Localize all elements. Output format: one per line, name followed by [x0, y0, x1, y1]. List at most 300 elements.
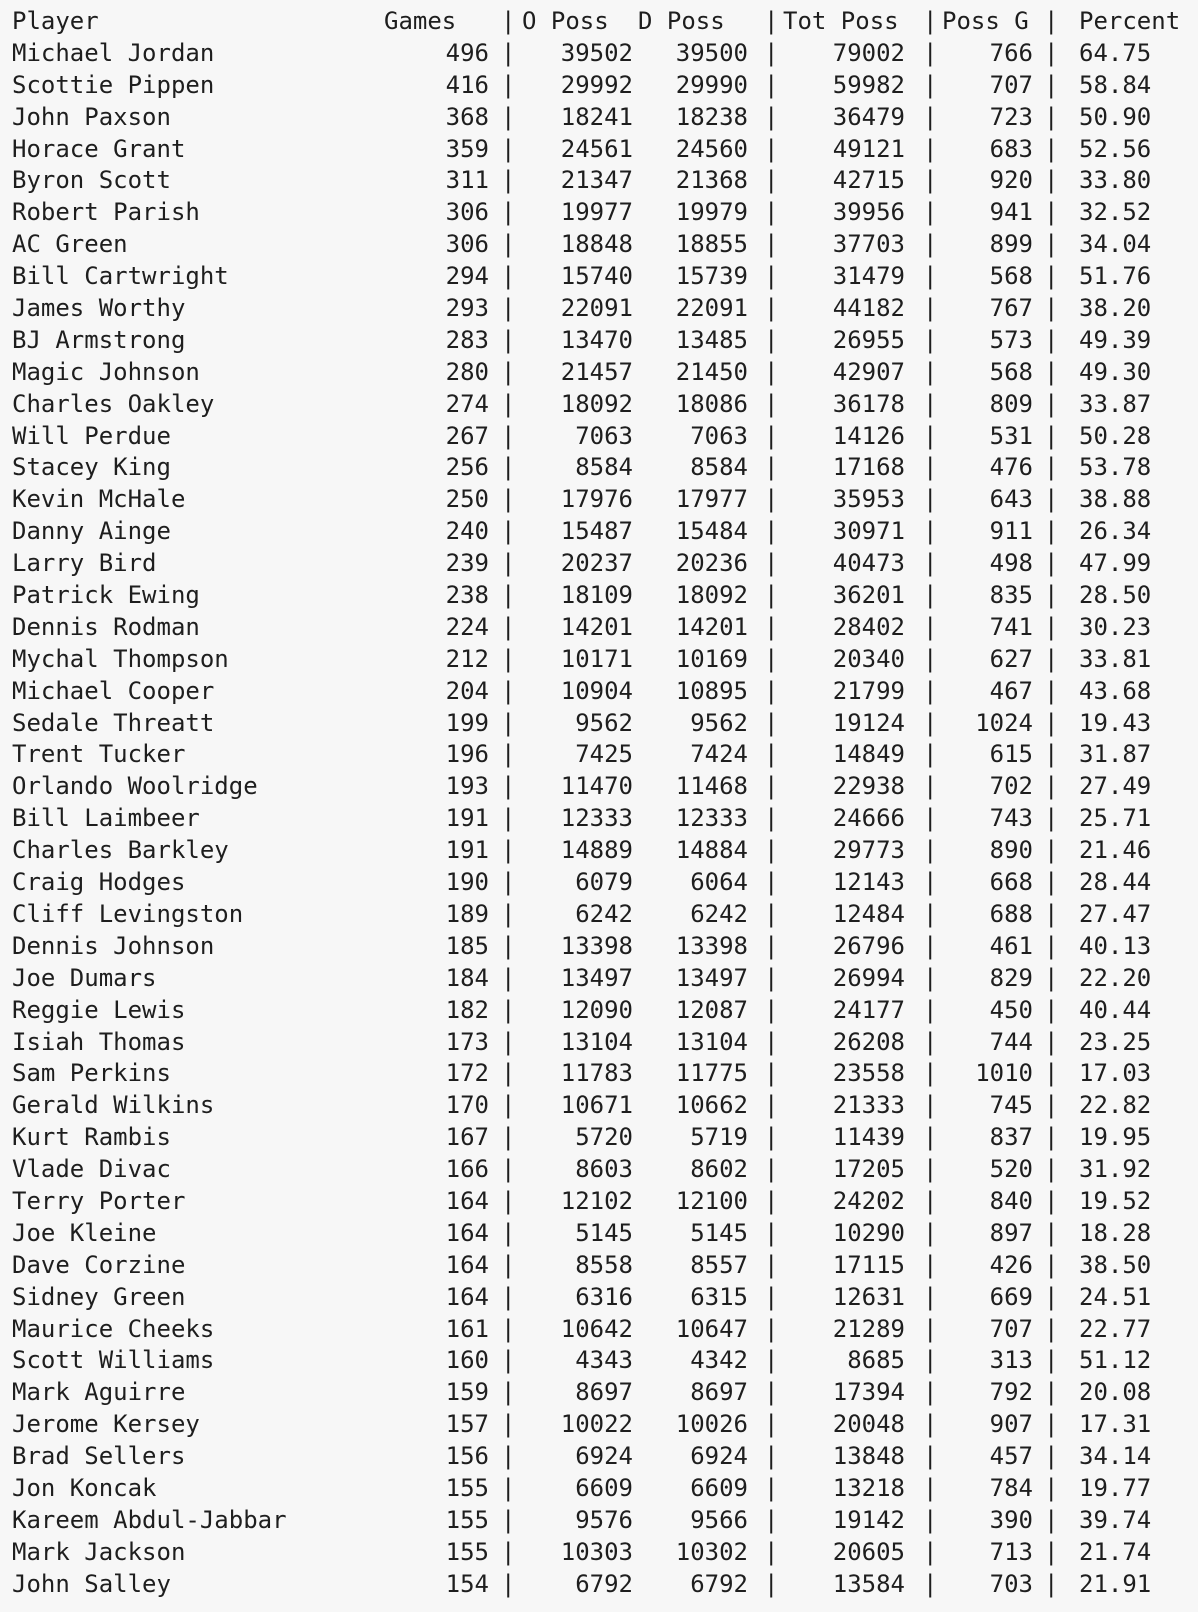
column-separator: | — [764, 294, 779, 323]
table-row — [12, 1409, 1152, 1441]
column-separator: | — [1044, 7, 1059, 35]
column-separator: | — [764, 325, 779, 354]
column-separator: | — [923, 1186, 938, 1215]
cell-games: 189 — [445, 899, 489, 928]
cell-player: Mark Jackson — [12, 1537, 186, 1566]
cell-percent: 31.87 — [1079, 740, 1152, 769]
cell-poss-g: 520 — [989, 1155, 1033, 1184]
header-o-poss: O Poss — [522, 7, 609, 35]
cell-percent: 40.44 — [1079, 995, 1152, 1024]
cell-poss-g: 688 — [989, 899, 1033, 928]
column-separator: | — [923, 262, 938, 291]
table-row — [12, 995, 1152, 1027]
column-separator: | — [1044, 1123, 1059, 1152]
column-separator: | — [923, 931, 938, 960]
column-separator: | — [501, 294, 516, 323]
column-separator: | — [923, 1282, 938, 1311]
column-separator: | — [764, 963, 779, 992]
column-separator: | — [1044, 1091, 1059, 1120]
table-row — [12, 963, 1152, 995]
column-separator: | — [923, 612, 938, 641]
column-separator: | — [501, 1218, 516, 1247]
table-row — [12, 197, 1152, 229]
column-separator: | — [501, 931, 516, 960]
column-separator: | — [764, 1155, 779, 1184]
column-separator: | — [1044, 1569, 1059, 1598]
column-separator: | — [1044, 198, 1059, 227]
cell-d-poss: 8697 — [690, 1378, 748, 1407]
cell-player: Gerald Wilkins — [12, 1091, 215, 1120]
cell-percent: 28.50 — [1079, 581, 1152, 610]
column-separator: | — [1044, 38, 1059, 67]
cell-poss-g: 741 — [989, 612, 1033, 641]
column-separator: | — [501, 1346, 516, 1375]
cell-player: BJ Armstrong — [12, 325, 186, 354]
cell-o-poss: 4343 — [575, 1346, 633, 1375]
column-separator: | — [923, 804, 938, 833]
cell-d-poss: 22091 — [675, 294, 748, 323]
column-separator: | — [764, 102, 779, 131]
column-separator: | — [764, 198, 779, 227]
column-separator: | — [764, 1282, 779, 1311]
cell-d-poss: 13104 — [675, 1027, 748, 1056]
column-separator: | — [501, 963, 516, 992]
cell-tot-poss: 14849 — [832, 740, 905, 769]
cell-tot-poss: 24177 — [832, 995, 905, 1024]
cell-player: Danny Ainge — [12, 517, 171, 546]
cell-o-poss: 10671 — [560, 1091, 633, 1120]
cell-player: John Paxson — [12, 102, 171, 131]
cell-d-poss: 13497 — [675, 963, 748, 992]
table-row — [12, 1282, 1152, 1314]
cell-poss-g: 744 — [989, 1027, 1033, 1056]
table-row — [12, 1537, 1152, 1569]
cell-d-poss: 29990 — [675, 70, 748, 99]
cell-tot-poss: 13848 — [832, 1442, 905, 1471]
column-separator: | — [1044, 517, 1059, 546]
cell-percent: 27.47 — [1079, 899, 1152, 928]
cell-d-poss: 14884 — [675, 836, 748, 865]
cell-poss-g: 461 — [989, 931, 1033, 960]
cell-percent: 26.34 — [1079, 517, 1152, 546]
header-games: Games — [384, 7, 457, 35]
cell-d-poss: 14201 — [675, 612, 748, 641]
column-separator: | — [1044, 931, 1059, 960]
cell-d-poss: 15739 — [675, 262, 748, 291]
cell-player: James Worthy — [12, 294, 186, 323]
column-separator: | — [501, 134, 516, 163]
table-row — [12, 1090, 1152, 1122]
cell-games: 212 — [445, 644, 489, 673]
cell-d-poss: 4342 — [690, 1346, 748, 1375]
cell-games: 311 — [445, 166, 489, 195]
column-separator: | — [923, 421, 938, 450]
cell-poss-g: 792 — [989, 1378, 1033, 1407]
cell-percent: 20.08 — [1079, 1378, 1152, 1407]
column-separator: | — [764, 357, 779, 386]
cell-d-poss: 12333 — [675, 804, 748, 833]
cell-d-poss: 11775 — [675, 1059, 748, 1088]
cell-d-poss: 18855 — [675, 230, 748, 259]
cell-o-poss: 10022 — [560, 1410, 633, 1439]
cell-tot-poss: 29773 — [832, 836, 905, 865]
cell-o-poss: 6924 — [575, 1442, 633, 1471]
cell-player: Michael Jordan — [12, 38, 215, 67]
header-player: Player — [12, 7, 99, 35]
column-separator: | — [923, 102, 938, 131]
column-separator: | — [501, 1569, 516, 1598]
column-separator: | — [1044, 1250, 1059, 1279]
column-separator: | — [501, 1250, 516, 1279]
column-separator: | — [923, 1218, 938, 1247]
cell-o-poss: 8584 — [575, 453, 633, 482]
cell-o-poss: 13398 — [560, 931, 633, 960]
column-separator: | — [501, 166, 516, 195]
cell-games: 240 — [445, 517, 489, 546]
cell-d-poss: 10647 — [675, 1314, 748, 1343]
cell-games: 416 — [445, 70, 489, 99]
cell-player: Larry Bird — [12, 549, 157, 578]
cell-o-poss: 18848 — [560, 230, 633, 259]
cell-percent: 32.52 — [1079, 198, 1152, 227]
table-row — [12, 165, 1152, 197]
cell-percent: 58.84 — [1079, 70, 1152, 99]
cell-o-poss: 29992 — [560, 70, 633, 99]
cell-games: 164 — [445, 1250, 489, 1279]
cell-percent: 22.82 — [1079, 1091, 1152, 1120]
table-row — [12, 261, 1152, 293]
cell-percent: 25.71 — [1079, 804, 1152, 833]
cell-tot-poss: 36479 — [832, 102, 905, 131]
column-separator: | — [501, 581, 516, 610]
column-separator: | — [923, 676, 938, 705]
column-separator: | — [1044, 1346, 1059, 1375]
column-separator: | — [501, 1027, 516, 1056]
column-separator: | — [1044, 708, 1059, 737]
column-separator: | — [923, 1346, 938, 1375]
cell-tot-poss: 35953 — [832, 485, 905, 514]
column-separator: | — [764, 1059, 779, 1088]
cell-percent: 43.68 — [1079, 676, 1152, 705]
column-separator: | — [764, 38, 779, 67]
column-separator: | — [764, 1378, 779, 1407]
column-separator: | — [1044, 70, 1059, 99]
column-separator: | — [1044, 1059, 1059, 1088]
column-separator: | — [1044, 1218, 1059, 1247]
cell-tot-poss: 31479 — [832, 262, 905, 291]
column-separator: | — [923, 963, 938, 992]
cell-tot-poss: 21799 — [832, 676, 905, 705]
table-row — [12, 1345, 1152, 1377]
cell-tot-poss: 23558 — [832, 1059, 905, 1088]
cell-percent: 21.74 — [1079, 1537, 1152, 1566]
cell-player: Byron Scott — [12, 166, 171, 195]
cell-d-poss: 12087 — [675, 995, 748, 1024]
cell-poss-g: 767 — [989, 294, 1033, 323]
table-row — [12, 1154, 1152, 1186]
cell-tot-poss: 30971 — [832, 517, 905, 546]
cell-games: 280 — [445, 357, 489, 386]
cell-poss-g: 457 — [989, 1442, 1033, 1471]
column-separator: | — [501, 1186, 516, 1215]
cell-tot-poss: 17205 — [832, 1155, 905, 1184]
column-separator: | — [1044, 1155, 1059, 1184]
column-separator: | — [923, 389, 938, 418]
column-separator: | — [764, 676, 779, 705]
column-separator: | — [501, 357, 516, 386]
table-row — [12, 931, 1152, 963]
cell-player: Dave Corzine — [12, 1250, 186, 1279]
cell-d-poss: 6924 — [690, 1442, 748, 1471]
column-separator: | — [501, 517, 516, 546]
table-row — [12, 1186, 1152, 1218]
column-separator: | — [1044, 740, 1059, 769]
column-separator: | — [764, 549, 779, 578]
table-row — [12, 325, 1152, 357]
cell-games: 267 — [445, 421, 489, 450]
table-row — [12, 357, 1152, 389]
cell-tot-poss: 19142 — [832, 1505, 905, 1534]
cell-tot-poss: 26994 — [832, 963, 905, 992]
cell-tot-poss: 49121 — [832, 134, 905, 163]
cell-poss-g: 840 — [989, 1186, 1033, 1215]
column-separator: | — [923, 517, 938, 546]
column-separator: | — [764, 1410, 779, 1439]
cell-o-poss: 21347 — [560, 166, 633, 195]
cell-games: 359 — [445, 134, 489, 163]
column-separator: | — [923, 1091, 938, 1120]
column-separator: | — [764, 931, 779, 960]
table-row — [12, 421, 1152, 453]
column-separator: | — [501, 549, 516, 578]
cell-tot-poss: 8685 — [847, 1346, 905, 1375]
column-separator: | — [764, 1186, 779, 1215]
cell-percent: 39.74 — [1079, 1505, 1152, 1534]
table-row — [12, 771, 1152, 803]
table-row — [12, 134, 1152, 166]
cell-player: Craig Hodges — [12, 868, 186, 897]
cell-poss-g: 669 — [989, 1282, 1033, 1311]
cell-tot-poss: 20340 — [832, 644, 905, 673]
cell-d-poss: 13398 — [675, 931, 748, 960]
cell-games: 256 — [445, 453, 489, 482]
cell-poss-g: 941 — [989, 198, 1033, 227]
cell-tot-poss: 39956 — [832, 198, 905, 227]
cell-games: 182 — [445, 995, 489, 1024]
table-row — [12, 1027, 1152, 1059]
cell-o-poss: 5145 — [575, 1218, 633, 1247]
column-separator: | — [923, 1505, 938, 1534]
cell-percent: 53.78 — [1079, 453, 1152, 482]
column-separator: | — [764, 708, 779, 737]
table-row — [12, 1250, 1152, 1282]
column-separator: | — [1044, 963, 1059, 992]
cell-poss-g: 784 — [989, 1473, 1033, 1502]
cell-d-poss: 9562 — [690, 708, 748, 737]
column-separator: | — [1044, 1186, 1059, 1215]
column-separator: | — [923, 899, 938, 928]
column-separator: | — [764, 1091, 779, 1120]
cell-percent: 64.75 — [1079, 38, 1152, 67]
cell-games: 306 — [445, 230, 489, 259]
cell-percent: 47.99 — [1079, 549, 1152, 578]
cell-percent: 51.12 — [1079, 1346, 1152, 1375]
table-row — [12, 708, 1152, 740]
cell-tot-poss: 26796 — [832, 931, 905, 960]
cell-tot-poss: 24666 — [832, 804, 905, 833]
cell-d-poss: 7063 — [690, 421, 748, 450]
column-separator: | — [764, 70, 779, 99]
column-separator: | — [1044, 868, 1059, 897]
cell-percent: 40.13 — [1079, 931, 1152, 960]
cell-tot-poss: 26955 — [832, 325, 905, 354]
cell-tot-poss: 44182 — [832, 294, 905, 323]
cell-player: Scott Williams — [12, 1346, 215, 1375]
table-row — [12, 1314, 1152, 1346]
cell-poss-g: 450 — [989, 995, 1033, 1024]
column-separator: | — [1044, 1314, 1059, 1343]
cell-d-poss: 39500 — [675, 38, 748, 67]
cell-player: Mychal Thompson — [12, 644, 229, 673]
cell-d-poss: 8557 — [690, 1250, 748, 1279]
cell-percent: 22.77 — [1079, 1314, 1152, 1343]
cell-player: Reggie Lewis — [12, 995, 186, 1024]
column-separator: | — [923, 1378, 938, 1407]
column-separator: | — [1044, 676, 1059, 705]
header-d-poss: D Poss — [638, 7, 725, 35]
cell-percent: 51.76 — [1079, 262, 1152, 291]
column-separator: | — [923, 166, 938, 195]
column-separator: | — [1044, 485, 1059, 514]
cell-player: Kevin McHale — [12, 485, 186, 514]
column-separator: | — [1044, 453, 1059, 482]
table-row — [12, 867, 1152, 899]
cell-games: 159 — [445, 1378, 489, 1407]
column-separator: | — [501, 836, 516, 865]
cell-games: 170 — [445, 1091, 489, 1120]
cell-o-poss: 11783 — [560, 1059, 633, 1088]
cell-percent: 19.77 — [1079, 1473, 1152, 1502]
column-separator: | — [501, 995, 516, 1024]
cell-games: 368 — [445, 102, 489, 131]
column-separator: | — [764, 1027, 779, 1056]
cell-player: Kurt Rambis — [12, 1123, 171, 1152]
cell-poss-g: 897 — [989, 1218, 1033, 1247]
column-separator: | — [501, 868, 516, 897]
column-separator: | — [501, 230, 516, 259]
column-separator: | — [923, 1123, 938, 1152]
column-separator: | — [923, 1155, 938, 1184]
column-separator: | — [501, 453, 516, 482]
column-separator: | — [923, 772, 938, 801]
column-separator: | — [764, 517, 779, 546]
cell-d-poss: 6609 — [690, 1473, 748, 1502]
column-separator: | — [923, 198, 938, 227]
cell-o-poss: 9562 — [575, 708, 633, 737]
cell-tot-poss: 40473 — [832, 549, 905, 578]
cell-o-poss: 10642 — [560, 1314, 633, 1343]
cell-d-poss: 21450 — [675, 357, 748, 386]
cell-o-poss: 13104 — [560, 1027, 633, 1056]
cell-percent: 24.51 — [1079, 1282, 1152, 1311]
column-separator: | — [764, 7, 779, 35]
column-separator: | — [1044, 772, 1059, 801]
column-separator: | — [501, 612, 516, 641]
cell-player: Robert Parish — [12, 198, 200, 227]
column-separator: | — [764, 230, 779, 259]
cell-games: 161 — [445, 1314, 489, 1343]
cell-player: John Salley — [12, 1569, 171, 1598]
column-separator: | — [764, 421, 779, 450]
cell-tot-poss: 21333 — [832, 1091, 905, 1120]
column-separator: | — [764, 389, 779, 418]
table-row — [12, 293, 1152, 325]
cell-games: 166 — [445, 1155, 489, 1184]
column-separator: | — [923, 7, 938, 35]
column-separator: | — [501, 644, 516, 673]
cell-player: Magic Johnson — [12, 357, 200, 386]
cell-o-poss: 13470 — [560, 325, 633, 354]
cell-games: 160 — [445, 1346, 489, 1375]
column-separator: | — [764, 1442, 779, 1471]
cell-o-poss: 18109 — [560, 581, 633, 610]
header-poss-g: Poss G — [942, 7, 1029, 35]
column-separator: | — [764, 1537, 779, 1566]
cell-d-poss: 12100 — [675, 1186, 748, 1215]
column-separator: | — [1044, 995, 1059, 1024]
cell-player: Bill Cartwright — [12, 262, 229, 291]
cell-poss-g: 643 — [989, 485, 1033, 514]
cell-d-poss: 19979 — [675, 198, 748, 227]
cell-percent: 31.92 — [1079, 1155, 1152, 1184]
cell-percent: 33.81 — [1079, 644, 1152, 673]
column-separator: | — [923, 134, 938, 163]
table-row — [12, 484, 1152, 516]
column-separator: | — [764, 166, 779, 195]
cell-percent: 23.25 — [1079, 1027, 1152, 1056]
column-separator: | — [764, 581, 779, 610]
cell-poss-g: 531 — [989, 421, 1033, 450]
cell-poss-g: 476 — [989, 453, 1033, 482]
column-separator: | — [501, 1378, 516, 1407]
column-separator: | — [1044, 1282, 1059, 1311]
column-separator: | — [764, 1473, 779, 1502]
cell-o-poss: 6079 — [575, 868, 633, 897]
cell-poss-g: 890 — [989, 836, 1033, 865]
cell-tot-poss: 36201 — [832, 581, 905, 610]
table-row — [12, 516, 1152, 548]
cell-o-poss: 12102 — [560, 1186, 633, 1215]
cell-o-poss: 14201 — [560, 612, 633, 641]
cell-player: Isiah Thomas — [12, 1027, 186, 1056]
cell-player: Jerome Kersey — [12, 1410, 200, 1439]
cell-percent: 49.30 — [1079, 357, 1152, 386]
table-header — [12, 6, 1181, 38]
cell-games: 224 — [445, 612, 489, 641]
cell-player: Michael Cooper — [12, 676, 215, 705]
cell-d-poss: 10026 — [675, 1410, 748, 1439]
cell-percent: 38.88 — [1079, 485, 1152, 514]
cell-percent: 33.80 — [1079, 166, 1152, 195]
column-separator: | — [764, 1218, 779, 1247]
cell-d-poss: 5719 — [690, 1123, 748, 1152]
cell-poss-g: 835 — [989, 581, 1033, 610]
cell-o-poss: 5720 — [575, 1123, 633, 1152]
cell-games: 250 — [445, 485, 489, 514]
cell-games: 155 — [445, 1473, 489, 1502]
cell-poss-g: 766 — [989, 38, 1033, 67]
cell-percent: 28.44 — [1079, 868, 1152, 897]
